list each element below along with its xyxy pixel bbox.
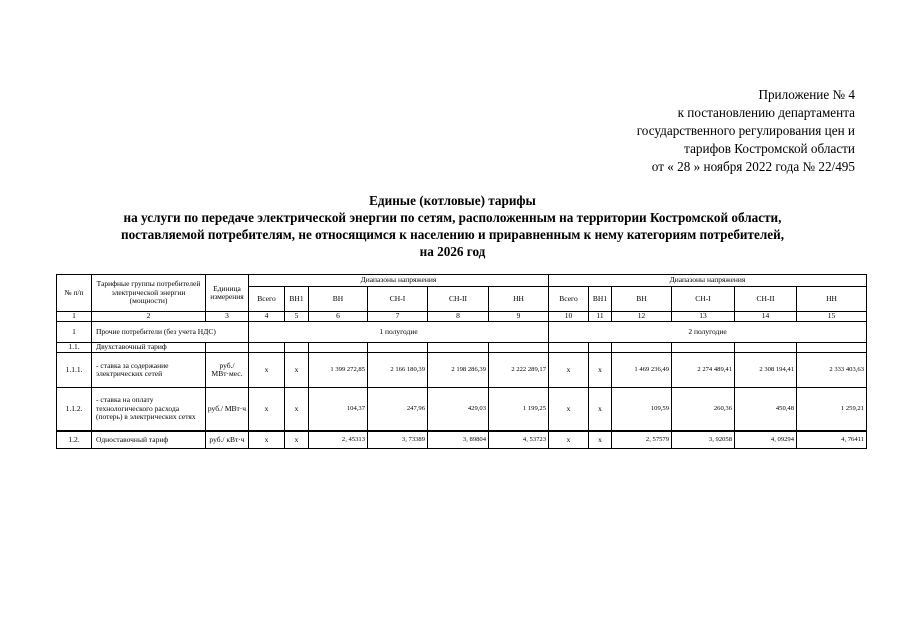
header-col: Всего <box>249 287 285 312</box>
title-line: на услуги по передаче электрической энергии по сетям, расположенным на территории Костромской области, <box>123 210 782 225</box>
col-number: 3 <box>206 312 249 322</box>
cell-value: х <box>549 388 589 432</box>
cell-value: 247,96 <box>368 388 428 432</box>
header-col: ВН1 <box>285 287 309 312</box>
section-label: Прочие потребители (без учета НДС) <box>92 322 249 343</box>
col-number: 15 <box>797 312 867 322</box>
col-number: 13 <box>672 312 735 322</box>
cell-value: 4, 09294 <box>735 431 797 449</box>
appendix-line: государственного регулирования цен и <box>636 123 855 138</box>
cell-value: х <box>589 431 612 449</box>
appendix-header <box>637 86 855 176</box>
row-label: - ставка на оплату технологического расхода (потерь) в электрических сетях <box>92 388 206 432</box>
cell-value: 2 308 194,41 <box>735 353 797 388</box>
header-num: № п/п <box>57 275 92 312</box>
cell-value: х <box>249 353 285 388</box>
subsection-num: 1.1. <box>57 343 92 353</box>
title-line: Единые (котловые) тарифы <box>369 193 536 208</box>
col-number: 7 <box>368 312 428 322</box>
col-number: 9 <box>489 312 549 322</box>
header-unit: Единица измерения <box>206 275 249 312</box>
cell-value: 1 199,25 <box>489 388 549 432</box>
table-row <box>57 388 867 432</box>
header-col: СН-I <box>672 287 735 312</box>
row-label: - ставка за содержание электрических сетей <box>92 353 206 388</box>
row-num: 1.2. <box>57 431 92 449</box>
col-number: 1 <box>57 312 92 322</box>
cell-value: 3, 89804 <box>428 431 489 449</box>
row-num: 1.1.1. <box>57 353 92 388</box>
cell-value: х <box>589 388 612 432</box>
col-number: 8 <box>428 312 489 322</box>
cell-value: 4, 53723 <box>489 431 549 449</box>
col-number: 10 <box>549 312 589 322</box>
cell-value: 260,36 <box>672 388 735 432</box>
cell-value: х <box>549 431 589 449</box>
header-col: СН-I <box>368 287 428 312</box>
half-year-2: 2 полугодие <box>549 322 867 343</box>
header-col: СН-II <box>735 287 797 312</box>
cell-value: х <box>549 353 589 388</box>
title-line: поставляемой потребителям, не относящимся к населению и приравненным к нему категориям потребителей, <box>120 227 784 242</box>
header-col: НН <box>489 287 549 312</box>
row-label: Одноставочный тариф <box>92 431 206 449</box>
col-number: 2 <box>92 312 206 322</box>
cell-value: 2, 57579 <box>612 431 672 449</box>
table-row <box>57 353 867 388</box>
cell-value: 2 198 286,39 <box>428 353 489 388</box>
cell-value: х <box>249 388 285 432</box>
column-number-row <box>57 312 867 322</box>
header-col: НН <box>797 287 867 312</box>
col-number: 6 <box>309 312 368 322</box>
row-unit: руб./ кВт·ч <box>206 431 249 449</box>
row-unit: руб./ МВт·мес. <box>206 353 249 388</box>
header-col: ВН1 <box>589 287 612 312</box>
appendix-title: Приложение № 4 <box>758 87 855 102</box>
cell-value: 3, 73389 <box>368 431 428 449</box>
half-year-1: 1 полугодие <box>249 322 549 343</box>
col-number: 12 <box>612 312 672 322</box>
col-number: 4 <box>249 312 285 322</box>
subsection-label: Двухставочный тариф <box>92 343 206 353</box>
cell-value: 2, 45313 <box>309 431 368 449</box>
col-number: 11 <box>589 312 612 322</box>
table-row <box>57 431 867 449</box>
appendix-date: от « 28 » ноября 2022 года № 22/495 <box>651 159 855 174</box>
header-col: ВН <box>309 287 368 312</box>
appendix-line: тарифов Костромской области <box>684 141 855 156</box>
subsection-row <box>57 343 867 353</box>
appendix-line: к постановлению департамента <box>677 105 855 120</box>
col-number: 5 <box>285 312 309 322</box>
cell-value: 2 222 289,17 <box>489 353 549 388</box>
title-line: на 2026 год <box>419 244 486 259</box>
cell-value: 104,37 <box>309 388 368 432</box>
cell-value: 450,48 <box>735 388 797 432</box>
tariff-table <box>56 274 867 449</box>
row-num: 1.1.2. <box>57 388 92 432</box>
cell-value: х <box>285 388 309 432</box>
table-header-row <box>57 275 867 287</box>
cell-value: х <box>589 353 612 388</box>
cell-value: 1 469 236,49 <box>612 353 672 388</box>
header-voltage-ranges-2: Диапазоны напряжения <box>549 275 867 287</box>
col-number: 14 <box>735 312 797 322</box>
row-unit: руб./ МВт·ч <box>206 388 249 432</box>
cell-value: 429,03 <box>428 388 489 432</box>
cell-value: 109,59 <box>612 388 672 432</box>
cell-value: 1 259,21 <box>797 388 867 432</box>
section-row <box>57 322 867 343</box>
cell-value: 2 274 489,41 <box>672 353 735 388</box>
header-col: СН-II <box>428 287 489 312</box>
header-col: Всего <box>549 287 589 312</box>
header-group: Тарифные группы потребителей электрической энергии (мощности) <box>92 275 206 312</box>
cell-value: х <box>249 431 285 449</box>
cell-value: 2 166 180,39 <box>368 353 428 388</box>
cell-value: 3, 92058 <box>672 431 735 449</box>
cell-value: х <box>285 353 309 388</box>
cell-value: 4, 76411 <box>797 431 867 449</box>
cell-value: х <box>285 431 309 449</box>
cell-value: 2 333 403,63 <box>797 353 867 388</box>
cell-value: 1 399 272,85 <box>309 353 368 388</box>
header-voltage-ranges-1: Диапазоны напряжения <box>249 275 549 287</box>
section-num: 1 <box>57 322 92 343</box>
header-col: ВН <box>612 287 672 312</box>
document-title <box>0 192 905 260</box>
